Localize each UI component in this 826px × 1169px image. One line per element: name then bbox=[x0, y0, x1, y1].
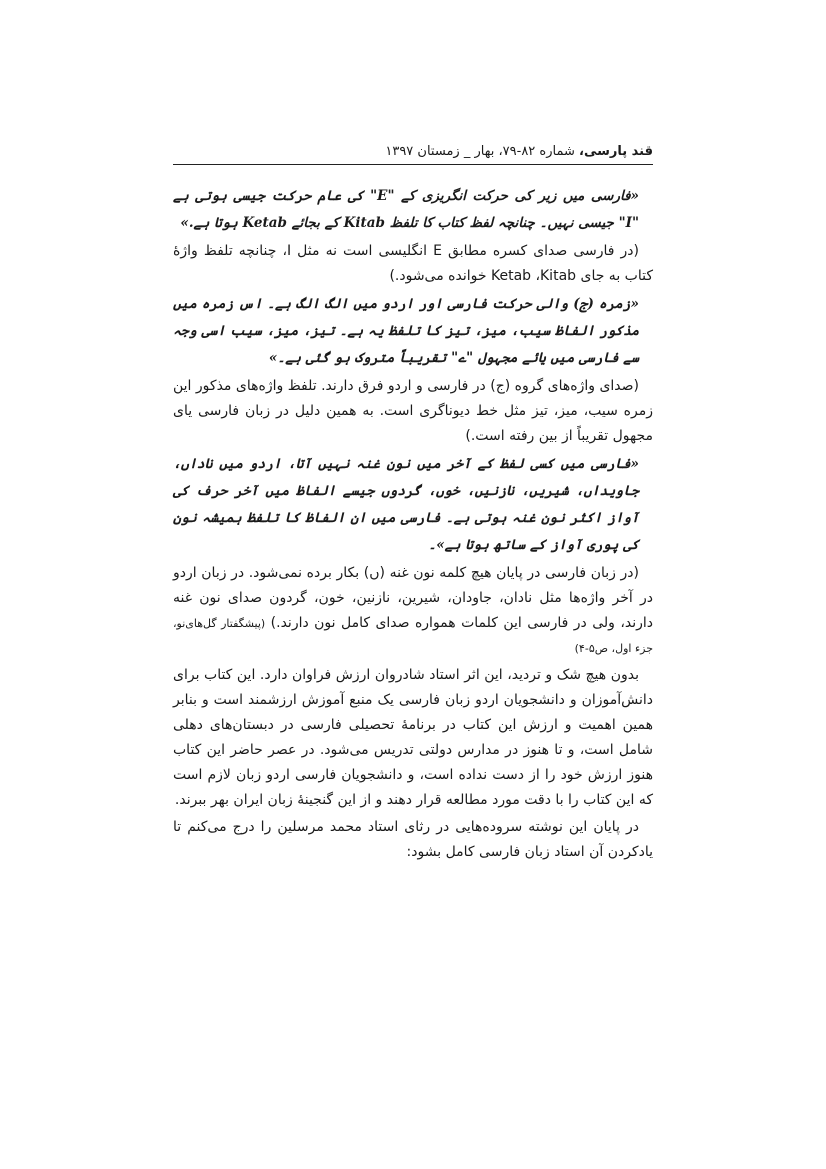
urdu-quote-2: «زمرہ (ج) والی حرکت فارسی اور اردو میں الگ الگ ہے۔ اس زمرہ میں مذکور الفاظ سیب، میز، تیز کا تلفظ یہ ہے۔ تیز، میز، سیب اسی وجہ سے فارسی میں یائے مجہول "ے" تقریباً متروک ہو گئی ہے۔» bbox=[173, 296, 639, 366]
journal-title: قند پارسی، bbox=[579, 144, 653, 159]
header-rule bbox=[173, 164, 653, 165]
article-body bbox=[173, 183, 653, 867]
citation: (پیشگفتار گل‌های‌نو، جزء اول، ص۵-۴) bbox=[173, 617, 653, 655]
urdu-quote-1: «فارسی میں زیر کی حرکت انگریزی کے "E" کی عام حرکت جیسی ہوتی ہے "I" جیسی نہیں۔ چنانچہ لفظ کتاب کا تلفظ Kitab کے بجائے Ketab ہوتا ہے.» bbox=[173, 188, 639, 231]
persian-paragraph-4: بدون هیچ شک و تردید، این اثر استاد شادروان ارزش فراوان دارد. این کتاب برای دانش‌آموزان و دانشجویان اردو زبان فارسی یک منبع آموزش ارزشمند است و بنابر همین اهمیت و ارزش این کتاب در برنامهٔ تحصیلی فارسی در دبستان‌های دهلی شامل است، و تا هنوز در مدارس دولتی تدریس می‌شود. در عصر حاضر این کتاب هنوز ارزش خود را از دست نداده است، و دانشجویان فارسی اردو زبان لازم است که این کتاب را با دقت مورد مطالعه قرار دهند و از این گنجینهٔ زبان ایران بهر ببرند. bbox=[173, 667, 653, 808]
persian-paragraph-2: (صدای واژه‌های گروه (ج) در فارسی و اردو فرق دارند. تلفظ واژه‌های مذکور این زمره سیب، میز، تیز مثل خط دیوناگری است. به همین دلیل در زبان فارسی یای مجهول تقریباً از بین رفته است.) bbox=[173, 378, 653, 444]
running-header bbox=[173, 142, 653, 162]
persian-paragraph-5: در پایان این نوشته سروده‌هایی در رثای استاد محمد مرسلین را درج می‌کنم تا یادکردن آن استاد زبان فارسی کامل بشود: bbox=[173, 819, 653, 860]
persian-paragraph-3-text: (در زبان فارسی در پایان هیچ کلمه نون غنه (ں) بکار برده نمی‌شود. در زبان اردو در آخر واژه‌ها مثل نادان، جاودان، شیرین، نازنین، خون، گردون صدای نون غنه دارند، ولی در فارسی این کلمات همواره صدای کامل نون دارند.) bbox=[173, 565, 653, 631]
persian-paragraph-1: (در فارسی صدای کسره مطابق E انگلیسی است نه مثل I، چنانچه تلفظ واژهٔ کتاب به جای Ketab ،Kitab خوانده می‌شود.) bbox=[173, 243, 653, 284]
issue-info: شماره ۸۲-۷۹، بهار _ زمستان ۱۳۹۷ bbox=[385, 144, 575, 159]
urdu-quote-3: «فارسی میں کسی لفظ کے آخر میں نون غنہ نہیں آتا، اردو میں ناداں، جاویداں، شیریں، نازنیں، خوں، گردوں جیسے الفاظ میں آخر حرف کی آواز اکثر نون غنہ ہوتی ہے۔ فارسی میں ان الفاظ کا تلفظ ہمیشہ نون کی پوری آواز کے ساتھ ہوتا ہے»۔ bbox=[173, 456, 639, 553]
persian-paragraph-3 bbox=[173, 561, 653, 661]
